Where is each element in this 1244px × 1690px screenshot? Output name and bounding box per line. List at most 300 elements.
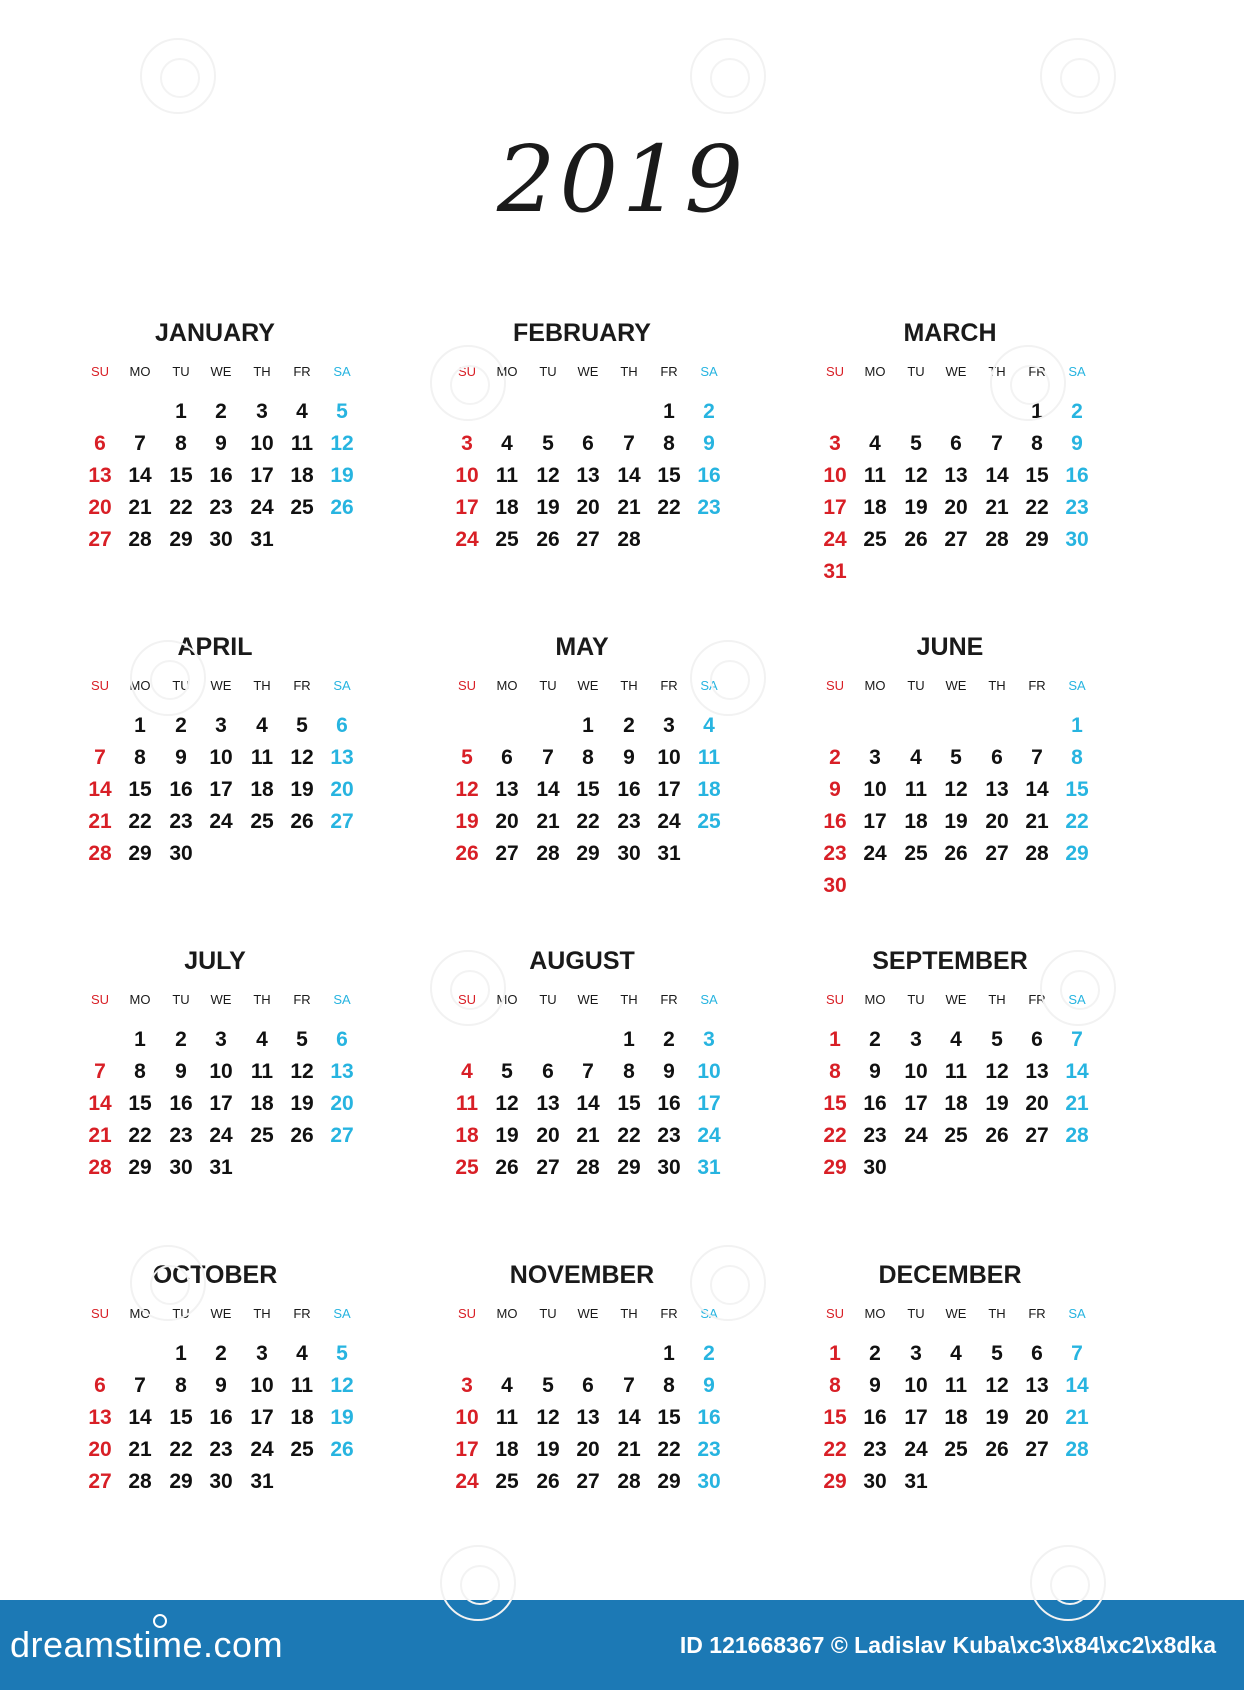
day-cell: 22 [657,1438,681,1461]
day-cell: 12 [290,746,314,769]
day-cell: 16 [697,1406,721,1429]
day-cell: 23 [657,1124,681,1147]
day-cell: 16 [169,778,193,801]
day-cell: 12 [455,778,479,801]
watermark-icon [1040,38,1116,114]
day-cell: 21 [536,810,560,833]
weekday-label: TU [539,992,557,1007]
watermark-icon [690,38,766,114]
day-cell: 29 [169,1470,193,1493]
month-title: DECEMBER [878,1261,1022,1289]
watermark-icon [130,640,206,716]
weekday-label: SA [700,992,718,1007]
weekday-label: TU [172,1306,190,1321]
day-cell: 22 [823,1438,847,1461]
weekday-header [80,990,360,1010]
day-cell: 8 [829,1060,841,1083]
weekday-header [447,676,727,696]
weekday-label: SA [333,364,351,379]
day-cell: 18 [250,1092,274,1115]
day-cell: 13 [330,746,354,769]
day-cell: 4 [296,400,308,423]
weekday-label: SA [1068,678,1086,693]
day-cell: 24 [823,528,847,551]
day-cell: 20 [1025,1406,1049,1429]
weekday-label: SA [700,1306,718,1321]
weekday-label: TU [907,1306,925,1321]
day-cell: 7 [134,1374,146,1397]
day-cell: 8 [663,1374,675,1397]
day-cell: 6 [582,1374,594,1397]
day-cell: 7 [582,1060,594,1083]
day-cell: 1 [663,400,675,423]
day-cell: 24 [904,1438,928,1461]
day-cell: 11 [250,746,274,769]
day-cell: 28 [617,528,641,551]
day-cell: 17 [904,1092,928,1115]
day-cell: 22 [576,810,600,833]
day-cell: 26 [290,1124,314,1147]
day-cell: 2 [215,1342,227,1365]
day-cell: 19 [290,1092,314,1115]
day-cell: 1 [1071,714,1083,737]
day-cell: 9 [869,1374,881,1397]
day-cell: 27 [536,1156,560,1179]
day-cell: 18 [495,1438,519,1461]
day-cell: 4 [950,1028,962,1051]
day-cell: 15 [657,464,681,487]
day-cell: 7 [623,432,635,455]
weekday-label: TH [253,678,271,693]
day-cell: 14 [1025,778,1049,801]
day-cell: 25 [290,496,314,519]
weekday-label: SU [90,364,110,379]
weekday-label: TU [907,364,925,379]
weekday-label: FR [293,1306,311,1321]
day-cell: 4 [703,714,715,737]
day-cell: 10 [455,1406,479,1429]
weekday-label: SA [700,678,718,693]
day-cell: 7 [542,746,554,769]
day-cell: 18 [495,496,519,519]
month-january [80,318,380,608]
day-cell: 27 [88,1470,112,1493]
day-cell: 2 [623,714,635,737]
day-cell: 4 [501,432,513,455]
day-cell: 12 [536,1406,560,1429]
day-cell: 26 [904,528,928,551]
day-cell: 28 [985,528,1009,551]
day-cell: 1 [582,714,594,737]
weekday-label: MO [864,364,886,379]
weekday-label: TH [253,992,271,1007]
weekday-label: SU [457,992,477,1007]
day-cell: 30 [169,1156,193,1179]
day-cell: 24 [455,528,479,551]
weekday-label: MO [129,678,151,693]
watermark-icon [690,640,766,716]
day-cell: 27 [330,810,354,833]
day-cell: 28 [536,842,560,865]
day-cell: 9 [175,746,187,769]
day-cell: 8 [582,746,594,769]
weekday-label: FR [293,992,311,1007]
weekday-label: FR [660,1306,678,1321]
day-cell: 3 [256,1342,268,1365]
day-cell: 26 [985,1124,1009,1147]
day-cell: 15 [169,464,193,487]
day-cell: 15 [169,1406,193,1429]
day-cell: 25 [455,1156,479,1179]
day-cell: 29 [576,842,600,865]
day-cell: 25 [495,1470,519,1493]
day-cell: 8 [1031,432,1043,455]
day-cell: 26 [330,496,354,519]
day-cell: 12 [985,1374,1009,1397]
day-cell: 25 [863,528,887,551]
day-cell: 26 [985,1438,1009,1461]
day-cell: 14 [1065,1374,1089,1397]
weekday-label: SU [825,364,845,379]
day-cell: 20 [985,810,1009,833]
spiral-icon [153,1614,167,1628]
day-cell: 19 [536,496,560,519]
day-cell: 19 [330,1406,354,1429]
weekday-label: SU [457,364,477,379]
day-cell: 19 [904,496,928,519]
day-cell: 10 [657,746,681,769]
day-cell: 13 [576,464,600,487]
day-cell: 5 [542,432,554,455]
day-cell: 1 [663,1342,675,1365]
month-april [80,632,380,922]
day-cell: 27 [495,842,519,865]
weekday-label: TH [620,364,638,379]
day-cell: 23 [209,496,233,519]
day-cell: 28 [576,1156,600,1179]
day-cell: 17 [863,810,887,833]
weekday-label: SU [825,992,845,1007]
weekday-label: SU [90,678,110,693]
day-cell: 29 [823,1470,847,1493]
weekday-label: TU [907,992,925,1007]
day-cell: 7 [991,432,1003,455]
day-cell: 21 [985,496,1009,519]
weekday-label: MO [129,992,151,1007]
day-cell: 30 [617,842,641,865]
day-cell: 15 [823,1092,847,1115]
day-cell: 1 [829,1028,841,1051]
day-cell: 15 [128,778,152,801]
day-cell: 25 [290,1438,314,1461]
day-cell: 14 [576,1092,600,1115]
month-july [80,946,380,1236]
day-cell: 17 [250,464,274,487]
month-march [815,318,1115,608]
weekday-label: SA [1068,992,1086,1007]
day-cell: 20 [88,496,112,519]
weekday-label: FR [1028,678,1046,693]
day-cell: 25 [697,810,721,833]
weekday-label: TU [539,364,557,379]
day-cell: 4 [910,746,922,769]
watermark-icon [1040,950,1116,1026]
day-cell: 6 [336,1028,348,1051]
day-cell: 31 [823,560,847,583]
day-cell: 1 [134,1028,146,1051]
weekday-label: TH [988,678,1006,693]
day-cell: 19 [536,1438,560,1461]
day-cell: 5 [296,714,308,737]
day-cell: 9 [829,778,841,801]
day-cell: 26 [330,1438,354,1461]
day-cell: 13 [495,778,519,801]
day-cell: 27 [1025,1438,1049,1461]
day-cell: 7 [1031,746,1043,769]
day-cell: 7 [134,432,146,455]
day-cell: 16 [169,1092,193,1115]
day-cell: 28 [128,528,152,551]
month-title: JULY [184,947,246,975]
day-cell: 12 [904,464,928,487]
day-cell: 31 [250,528,274,551]
day-cell: 18 [944,1406,968,1429]
day-cell: 11 [904,778,928,801]
day-cell: 17 [209,778,233,801]
day-cell: 31 [697,1156,721,1179]
month-december [815,1260,1115,1550]
day-cell: 3 [910,1028,922,1051]
day-cell: 22 [657,496,681,519]
day-cell: 23 [617,810,641,833]
weekday-label: SU [90,1306,110,1321]
brand-logo[interactable]: dreamstime.com [10,1624,284,1665]
weekday-label: MO [496,678,518,693]
weekday-label: FR [660,364,678,379]
month-title: FEBRUARY [513,319,651,347]
day-cell: 5 [991,1028,1003,1051]
day-cell: 22 [1025,496,1049,519]
weekday-label: WE [210,992,232,1007]
weekday-label: FR [1028,364,1046,379]
day-cell: 22 [169,496,193,519]
day-cell: 9 [1071,432,1083,455]
day-cell: 26 [290,810,314,833]
weekday-label: WE [577,364,599,379]
day-cell: 30 [169,842,193,865]
weekday-label: SA [333,678,351,693]
weekday-label: SA [333,992,351,1007]
weekday-label: MO [496,364,518,379]
day-cell: 17 [823,496,847,519]
day-cell: 22 [169,1438,193,1461]
day-cell: 31 [657,842,681,865]
day-cell: 6 [991,746,1003,769]
day-cell: 2 [829,746,841,769]
month-title: JUNE [916,633,984,661]
day-cell: 24 [657,810,681,833]
day-cell: 2 [175,714,187,737]
day-cell: 28 [128,1470,152,1493]
day-cell: 29 [128,842,152,865]
day-cell: 1 [175,400,187,423]
day-cell: 8 [663,432,675,455]
day-cell: 22 [128,1124,152,1147]
weekday-label: SU [825,1306,845,1321]
day-cell: 11 [495,1406,519,1429]
day-cell: 14 [88,778,112,801]
day-cell: 20 [944,496,968,519]
month-june [815,632,1115,922]
day-cell: 2 [1071,400,1083,423]
day-cell: 22 [128,810,152,833]
day-cell: 30 [209,1470,233,1493]
day-cell: 3 [869,746,881,769]
day-cell: 8 [175,1374,187,1397]
day-cell: 28 [88,842,112,865]
day-cell: 23 [697,496,721,519]
day-cell: 18 [290,464,314,487]
day-cell: 19 [330,464,354,487]
day-cell: 6 [336,714,348,737]
day-cell: 20 [330,778,354,801]
month-title: JANUARY [155,319,275,347]
weekday-label: SA [1068,364,1086,379]
day-cell: 29 [657,1470,681,1493]
day-cell: 23 [209,1438,233,1461]
weekday-label: TU [172,364,190,379]
day-cell: 23 [697,1438,721,1461]
weekday-label: SU [457,1306,477,1321]
weekday-label: MO [496,1306,518,1321]
day-cell: 18 [863,496,887,519]
day-cell: 12 [536,464,560,487]
weekday-label: TH [988,364,1006,379]
day-cell: 14 [88,1092,112,1115]
month-title: SEPTEMBER [872,947,1028,975]
weekday-label: FR [293,364,311,379]
month-title: AUGUST [529,947,635,975]
day-cell: 25 [250,1124,274,1147]
watermark-icon [430,950,506,1026]
image-credit: ID 121668367 © Ladislav Kuba\xc3\x84\xc2\x8dka [679,1632,1216,1658]
day-cell: 20 [1025,1092,1049,1115]
day-cell: 10 [697,1060,721,1083]
day-cell: 4 [296,1342,308,1365]
day-cell: 25 [944,1438,968,1461]
day-cell: 24 [697,1124,721,1147]
day-cell: 8 [1071,746,1083,769]
day-cell: 19 [290,778,314,801]
day-cell: 18 [904,810,928,833]
day-cell: 22 [1065,810,1089,833]
day-cell: 19 [985,1406,1009,1429]
day-cell: 9 [703,1374,715,1397]
day-cell: 21 [617,1438,641,1461]
day-cell: 20 [576,1438,600,1461]
day-cell: 12 [330,432,354,455]
weekday-label: SA [333,1306,351,1321]
day-cell: 25 [904,842,928,865]
day-cell: 2 [215,400,227,423]
day-cell: 30 [823,874,847,897]
day-cell: 31 [209,1156,233,1179]
weekday-label: WE [945,678,967,693]
day-cell: 18 [290,1406,314,1429]
day-cell: 16 [1065,464,1089,487]
day-cell: 13 [1025,1374,1049,1397]
month-title: MARCH [903,319,997,347]
weekday-label: TH [988,1306,1006,1321]
weekday-label: SU [90,992,110,1007]
day-cell: 29 [617,1156,641,1179]
day-cell: 5 [991,1342,1003,1365]
day-cell: 27 [576,1470,600,1493]
month-october [80,1260,380,1550]
day-cell: 23 [169,1124,193,1147]
day-cell: 21 [1065,1406,1089,1429]
weekday-label: TH [253,1306,271,1321]
day-cell: 6 [542,1060,554,1083]
day-cell: 24 [904,1124,928,1147]
day-cell: 13 [1025,1060,1049,1083]
day-cell: 17 [250,1406,274,1429]
day-cell: 9 [175,1060,187,1083]
day-cell: 12 [290,1060,314,1083]
day-cell: 25 [495,528,519,551]
day-cell: 22 [823,1124,847,1147]
weekday-label: FR [1028,992,1046,1007]
day-cell: 3 [461,432,473,455]
day-cell: 21 [88,810,112,833]
month-title: NOVEMBER [509,1261,655,1289]
weekday-label: TU [172,678,190,693]
day-cell: 17 [697,1092,721,1115]
day-cell: 9 [663,1060,675,1083]
weekday-label: WE [577,992,599,1007]
day-cell: 10 [455,464,479,487]
day-cell: 3 [910,1342,922,1365]
day-cell: 14 [1065,1060,1089,1083]
day-cell: 31 [250,1470,274,1493]
day-cell: 15 [657,1406,681,1429]
day-cell: 20 [576,496,600,519]
weekday-label: MO [129,364,151,379]
weekday-header [80,676,360,696]
weekday-label: TU [539,1306,557,1321]
day-cell: 15 [1025,464,1049,487]
day-cell: 5 [336,400,348,423]
day-cell: 18 [697,778,721,801]
day-cell: 4 [256,1028,268,1051]
day-cell: 9 [215,1374,227,1397]
day-cell: 10 [209,746,233,769]
weekday-label: MO [129,1306,151,1321]
day-cell: 24 [455,1470,479,1493]
weekday-label: MO [864,1306,886,1321]
day-cell: 16 [209,464,233,487]
day-cell: 15 [1065,778,1089,801]
day-cell: 16 [863,1406,887,1429]
day-cell: 29 [128,1156,152,1179]
day-cell: 1 [175,1342,187,1365]
day-cell: 27 [1025,1124,1049,1147]
day-cell: 27 [944,528,968,551]
month-title: APRIL [177,633,253,661]
day-cell: 14 [536,778,560,801]
day-cell: 2 [869,1342,881,1365]
day-cell: 30 [697,1470,721,1493]
